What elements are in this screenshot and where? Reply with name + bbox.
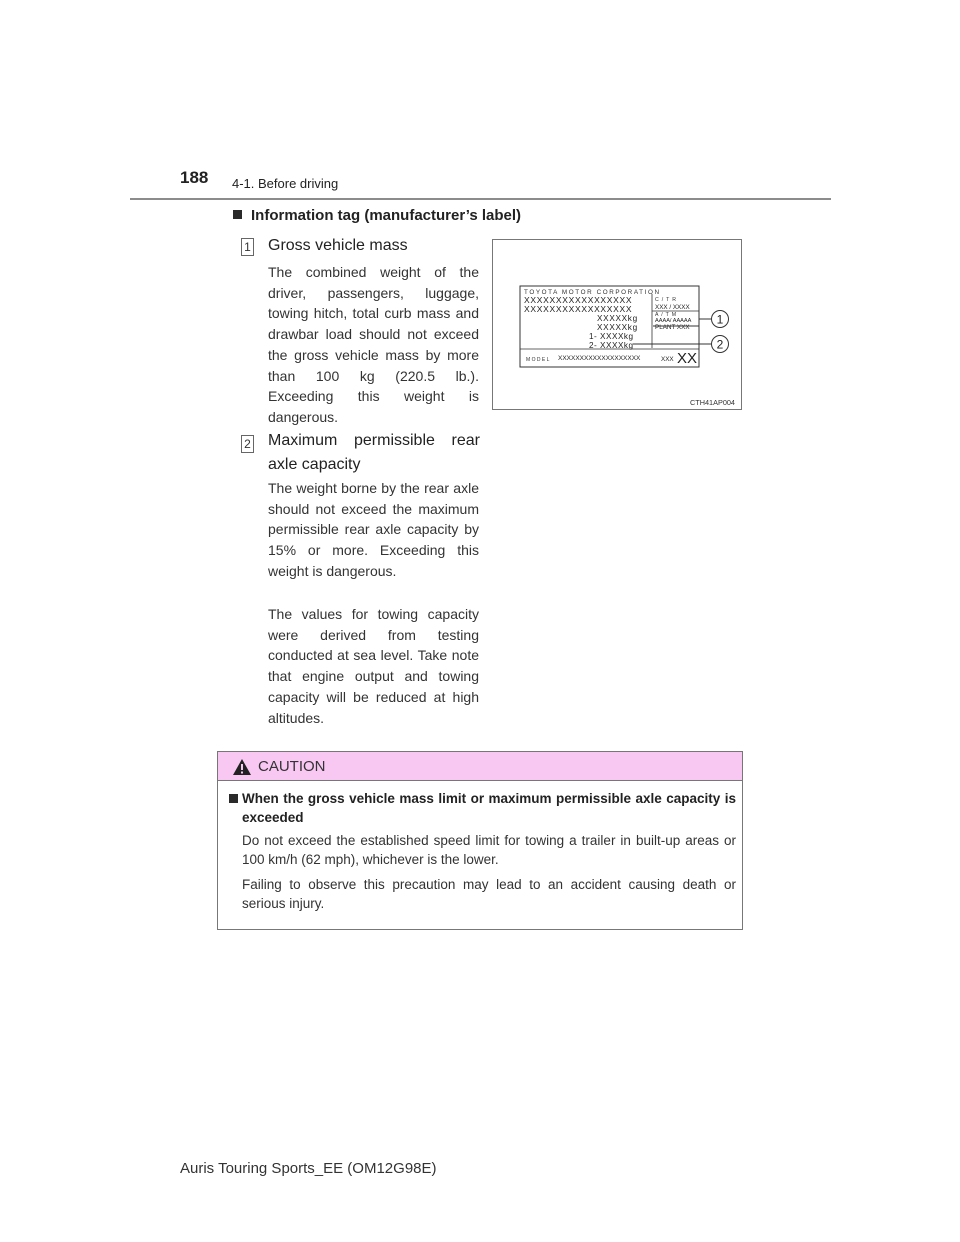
item-title-rear-axle-capacity: Maximum permissible rear axle capacity xyxy=(268,432,480,473)
footer-model: Auris Touring Sports_EE (OM12G98E) xyxy=(180,1160,437,1177)
label-maker: TOYOTA MOTOR CORPORATION xyxy=(524,289,661,296)
label-model-value: XXXXXXXXXXXXXXXXXXX xyxy=(558,355,641,362)
callout-1: 1 xyxy=(716,312,724,327)
item-number-2: 2 xyxy=(241,435,254,453)
label-xxx-xxxx: XXX / XXXX xyxy=(655,304,690,311)
subheading-text: Information tag (manufacturer’s label) xyxy=(251,207,522,224)
caution-paragraph: Do not exceed the established speed limit for towing a trailer in built-up areas or 100 km/h (62 mph), whichever is the lower. xyxy=(242,833,736,867)
label-plant: PLANT XXX xyxy=(655,324,690,331)
bullet-square-icon xyxy=(233,210,242,219)
section-title: 4-1. Before driving xyxy=(232,176,339,191)
bullet-square-icon xyxy=(229,794,238,803)
label-model: MODEL xyxy=(526,357,551,363)
caution-label: CAUTION xyxy=(258,758,326,775)
label-kg3: 1- XXXXkg xyxy=(589,332,634,341)
label-atm: A / T M xyxy=(655,312,677,318)
subheading xyxy=(233,207,521,224)
caution-paragraph: Failing to observe this precaution may lead to an accident causing death or serious injury. xyxy=(242,877,736,911)
header-rule xyxy=(130,198,831,200)
item-title-gross-vehicle-mass: Gross vehicle mass xyxy=(268,237,408,254)
label-kg2: XXXXXkg xyxy=(597,323,638,332)
item-paragraph: The values for towing capacity were derived from testing conducted at sea level. Take note that engine output and towing capacity will be reduced at high altitudes. xyxy=(268,606,479,726)
caution-header xyxy=(218,752,742,781)
label-xxx: XXX xyxy=(661,356,674,363)
label-xx: XX xyxy=(677,350,698,367)
item-paragraph: The combined weight of the driver, passengers, luggage, towing hitch, total curb mass and drawbar load should not exceed the gross vehicle mass by more than 100 kg (220.5 lb.). Exceeding this weight is dangerous. xyxy=(268,264,479,425)
caution-heading: When the gross vehicle mass limit or maximum permissible axle capacity is exceeded xyxy=(242,791,736,825)
warning-triangle-icon xyxy=(232,758,252,776)
label-kg1: XXXXXkg xyxy=(597,314,638,323)
figure-code: CTH41AP004 xyxy=(689,398,735,407)
label-kg4: 2- XXXXkg xyxy=(589,341,634,350)
information-tag-figure xyxy=(492,239,742,410)
item-number-1: 1 xyxy=(241,238,254,256)
callout-2: 2 xyxy=(716,337,724,352)
label-aaaa: AAAA/ AAAAA xyxy=(655,318,692,324)
label-illustration xyxy=(493,240,741,409)
item-paragraph: The weight borne by the rear axle should not exceed the maximum permissible rear axle capacity by 15% or more. Exceeding this weight is dangerous. xyxy=(268,480,479,579)
caution-box xyxy=(217,751,743,930)
label-line2: XXXXXXXXXXXXXXXXX xyxy=(524,304,633,314)
label-ctr: C / T R xyxy=(655,297,677,303)
page-number: 188 xyxy=(180,168,209,187)
label-line1: XXXXXXXXXXXXXXXXX xyxy=(524,295,633,305)
